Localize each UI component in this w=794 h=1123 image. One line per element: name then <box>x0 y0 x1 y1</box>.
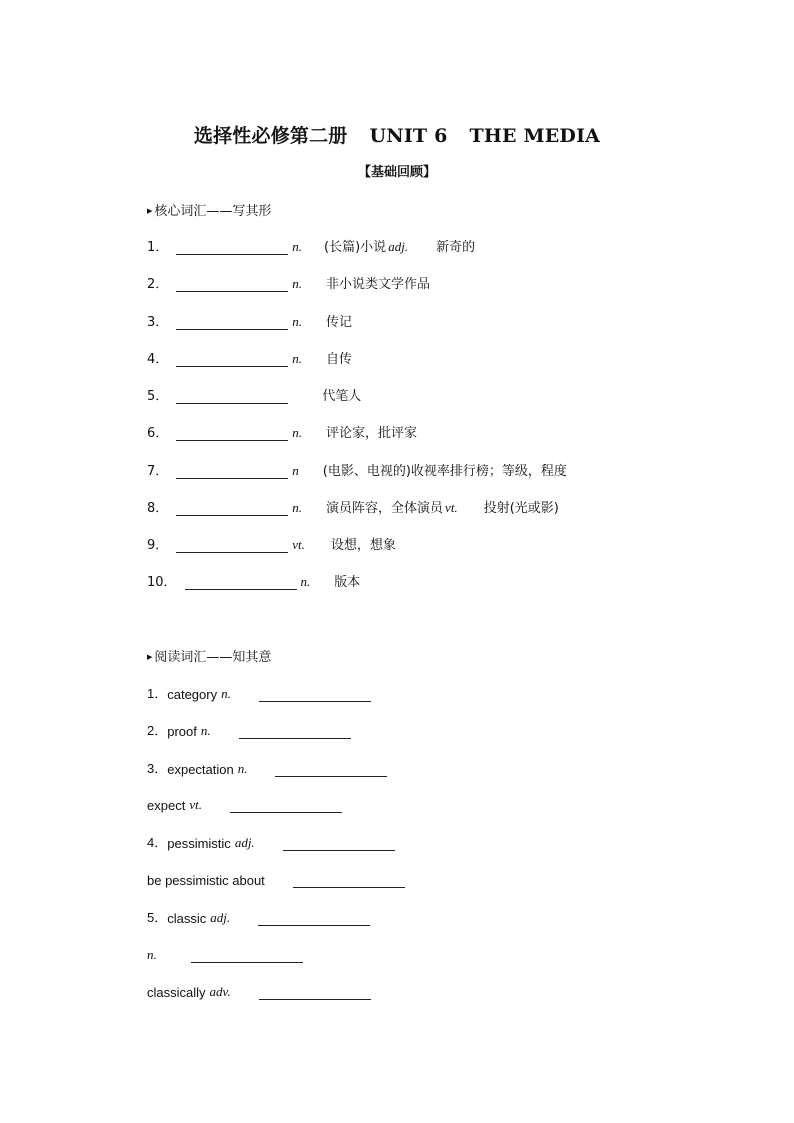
answer-blank[interactable] <box>191 946 303 963</box>
answer-blank[interactable] <box>176 313 288 330</box>
item-number: 2． <box>147 277 169 292</box>
vocab-word: pessimistic <box>167 836 231 851</box>
item-number: 8． <box>147 501 169 516</box>
part-of-speech: n. <box>237 761 248 776</box>
vocab-word: category <box>167 687 218 702</box>
meaning: 设想，想象 <box>330 538 396 553</box>
core-item-1 <box>147 235 475 255</box>
answer-blank[interactable] <box>275 760 387 777</box>
subtitle: 【基础回顾】 <box>357 165 436 180</box>
part-of-speech: vt. <box>189 797 202 812</box>
meaning: 非小说类文学作品 <box>326 277 431 292</box>
section-heading-core <box>147 200 271 219</box>
triangle-icon: ▶ <box>147 653 153 661</box>
item-number: 3． <box>147 761 168 776</box>
reading-item-5c <box>147 980 371 1000</box>
answer-blank[interactable] <box>230 796 342 813</box>
meaning: 传记 <box>326 315 353 330</box>
vocab-word: classically <box>147 985 206 1000</box>
core-item-9 <box>147 533 396 553</box>
core-item-8 <box>147 496 559 516</box>
answer-blank[interactable] <box>176 424 288 441</box>
meaning: 版本 <box>334 575 361 590</box>
item-number: 10． <box>147 575 177 590</box>
answer-blank[interactable] <box>176 275 288 292</box>
part-of-speech: adj. <box>210 910 231 925</box>
answer-blank[interactable] <box>176 238 288 255</box>
reading-item-3 <box>147 757 387 777</box>
vocab-word: expect <box>147 798 186 813</box>
part-of-speech: n. <box>292 425 303 440</box>
meaning: 自传 <box>326 352 353 367</box>
reading-item-3b <box>147 793 342 813</box>
title-cn: 选择性必修第二册 <box>193 125 348 147</box>
section-heading-reading <box>147 646 271 665</box>
core-item-2 <box>147 272 430 292</box>
meaning: (电影、电视的)收视率排行榜；等级，程度 <box>322 464 567 479</box>
answer-blank[interactable] <box>176 387 288 404</box>
item-number: 3． <box>147 315 169 330</box>
vocab-word: proof <box>167 724 197 739</box>
item-number: 2． <box>147 723 168 738</box>
reading-item-4b <box>147 868 405 888</box>
part-of-speech: n. <box>300 574 311 589</box>
item-number: 4． <box>147 835 168 850</box>
answer-blank[interactable] <box>176 499 288 516</box>
item-number: 1． <box>147 686 168 701</box>
core-item-3 <box>147 310 352 330</box>
core-item-6 <box>147 421 417 441</box>
part-of-speech: n. <box>292 500 303 515</box>
reading-item-4 <box>147 831 395 851</box>
answer-blank[interactable] <box>259 685 371 702</box>
reading-item-1 <box>147 682 371 702</box>
core-item-7 <box>147 459 567 479</box>
section-heading-reading-text: 阅读词汇——知其意 <box>154 650 272 665</box>
meaning-2: 投射(光或影) <box>483 501 559 516</box>
part-of-speech: vt. <box>292 537 305 552</box>
part-of-speech: n. <box>147 947 157 962</box>
reading-item-5 <box>147 906 370 926</box>
part-of-speech-2: adj. <box>388 239 409 254</box>
title-topic: THE MEDIA <box>469 125 601 147</box>
part-of-speech: adv. <box>209 984 231 999</box>
part-of-speech: adj. <box>234 835 255 850</box>
vocab-word: classic <box>167 911 207 926</box>
reading-item-2 <box>147 719 351 739</box>
answer-blank[interactable] <box>283 834 395 851</box>
part-of-speech: n <box>292 463 299 478</box>
answer-blank[interactable] <box>176 462 288 479</box>
core-item-10 <box>147 570 360 590</box>
part-of-speech: n. <box>200 723 211 738</box>
triangle-icon: ▶ <box>147 207 153 215</box>
part-of-speech: n. <box>292 276 303 291</box>
vocab-phrase: be pessimistic about <box>147 873 265 888</box>
title-unit: UNIT 6 <box>369 125 448 147</box>
answer-blank[interactable] <box>176 350 288 367</box>
answer-blank[interactable] <box>185 573 297 590</box>
answer-blank[interactable] <box>293 871 405 888</box>
item-number: 5． <box>147 910 168 925</box>
part-of-speech: n. <box>292 239 303 254</box>
reading-item-5b <box>147 943 303 963</box>
item-number: 1． <box>147 240 169 255</box>
section-heading-core-text: 核心词汇——写其形 <box>154 204 272 219</box>
part-of-speech-2: vt. <box>445 500 458 515</box>
part-of-speech: n. <box>292 314 303 329</box>
meaning-2: 新奇的 <box>436 240 476 255</box>
answer-blank[interactable] <box>259 983 371 1000</box>
meaning: 评论家，批评家 <box>326 426 418 441</box>
item-number: 6． <box>147 426 169 441</box>
item-number: 9． <box>147 538 169 553</box>
page-title <box>0 121 794 148</box>
meaning: (长篇)小说 <box>324 240 387 255</box>
core-item-5 <box>147 384 361 404</box>
item-number: 4． <box>147 352 169 367</box>
answer-blank[interactable] <box>239 722 351 739</box>
item-number: 7． <box>147 464 169 479</box>
meaning: 演员阵容，全体演员 <box>326 501 444 516</box>
answer-blank[interactable] <box>176 536 288 553</box>
answer-blank[interactable] <box>258 909 370 926</box>
meaning: 代笔人 <box>322 389 362 404</box>
part-of-speech: n. <box>221 686 231 701</box>
item-number: 5． <box>147 389 169 404</box>
part-of-speech: n. <box>292 351 303 366</box>
vocab-word: expectation <box>167 762 234 777</box>
core-item-4 <box>147 347 352 367</box>
